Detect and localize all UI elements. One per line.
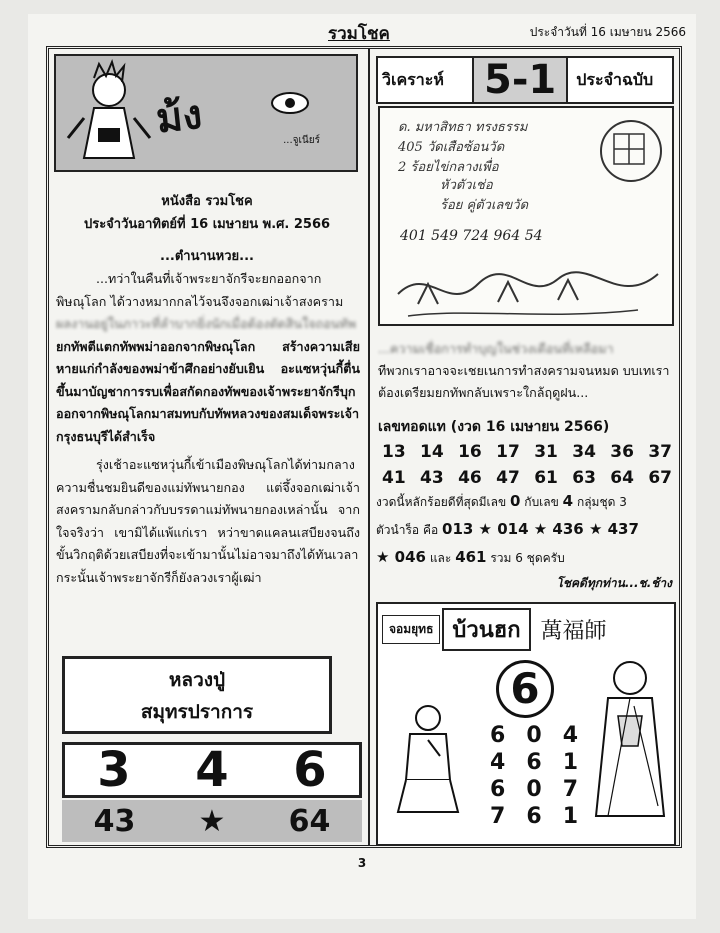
digit: 0 — [526, 723, 542, 748]
number-row — [490, 803, 578, 830]
logo-banner — [54, 54, 358, 172]
pair-number: 34 — [572, 442, 596, 462]
digit: 6 — [526, 750, 542, 775]
info-digit: 0 — [510, 492, 521, 510]
pair-number: 64 — [288, 803, 331, 839]
issue-date: ประจำวันที่ 16 เมษายน 2566 — [529, 25, 686, 39]
masthead — [28, 14, 696, 44]
pair-number: 17 — [496, 442, 520, 462]
scribble-icon — [388, 254, 668, 324]
lead-numbers — [376, 520, 676, 540]
digit: 1 — [562, 750, 578, 775]
right-column — [372, 48, 680, 846]
pair-number: 13 — [382, 442, 406, 462]
banner-subtitle: ...จูเนียร์ — [283, 135, 320, 146]
pair-number: 64 — [610, 468, 634, 488]
number-row — [490, 722, 578, 749]
jom-yut-label: จอมยุทธ — [382, 615, 440, 644]
yantra-icon — [600, 120, 662, 182]
story-paragraph-2: ยกทัพตีแตกทัพพม่าออกจากพิษณุโลก สร้างความเสียหายแก่กำลังของพม่าข้าศึกอย่างยับเยิน อะแซหวุ่นกี้ตื่นขึ้นมาบัญชาการรบเพื่อสกัดกองทัพของเจ้าพระยาจักรีบุกออกจากพิษณุโลกมาสมทบกับทัพหลวงของสมเด็จพระเจ้ากรุงธนบุรีได้สำเร็จ — [56, 338, 360, 444]
cartoon-figure-icon — [64, 58, 154, 168]
newspaper-page — [28, 14, 696, 919]
book-title: หนังสือ รวมโชค — [161, 194, 253, 209]
column-divider — [368, 48, 370, 846]
story-text — [56, 268, 360, 589]
number-row — [490, 749, 578, 776]
luang-pu-pair-numbers — [62, 800, 362, 842]
digit: 0 — [526, 777, 542, 802]
pair-number: 31 — [534, 442, 558, 462]
info-digit: 4 — [562, 492, 574, 510]
info-text: กลุ่มชุด 3 — [576, 495, 627, 509]
left-column — [48, 48, 366, 846]
pair-numbers-row — [382, 468, 672, 488]
info-text: รวม 6 ชุดครับ — [490, 551, 565, 565]
page-number: 3 — [357, 856, 367, 870]
kneeling-man-icon — [388, 700, 468, 818]
right-story — [378, 338, 676, 404]
luang-pu-place: สมุทรปราการ — [140, 701, 254, 723]
handwritten-line: ด. มหาสิทธา ทรงธรรม — [398, 120, 528, 135]
analysis-right-label: ประจำฉบับ — [576, 69, 654, 89]
info-numbers: 013 ★ 014 ★ 436 ★ 437 — [442, 520, 639, 538]
featured-digit: 6 — [496, 660, 554, 718]
main-number: 6 — [293, 742, 327, 798]
legend-title: ...ตำนานหวย... — [160, 249, 254, 264]
monk-icon — [588, 656, 672, 824]
info-text: และ — [429, 551, 452, 565]
right-story-text: ทีพวกเราอาจจะเชยเนการทำสงครามจนหมด บบเทเราต้องเตรียมยกทัพกลับเพราะใกล้ฤดูฝน... — [378, 363, 670, 400]
jom-yut-chinese: 萬福師 — [540, 618, 607, 644]
book-date: ประจำวันอาทิตย์ที่ 16 เมษายน พ.ศ. 2566 — [83, 217, 331, 232]
publication-name: รวมโชค — [328, 24, 390, 44]
number-row — [490, 776, 578, 803]
pair-number: 47 — [496, 468, 520, 488]
star-icon: ★ — [198, 803, 226, 839]
jom-yut-box — [376, 602, 676, 846]
handwritten-line: 2 ร้อยไข่กลางเพื่อ — [398, 160, 499, 175]
pair-number: 14 — [420, 442, 444, 462]
handwritten-line: ร้อย คู่ตัวเลขวัด — [440, 198, 529, 213]
pair-number: 37 — [648, 442, 672, 462]
handwritten-numbers: 401 549 724 964 54 — [400, 228, 543, 244]
luang-pu-box — [62, 656, 332, 734]
pair-number: 41 — [382, 468, 406, 488]
main-number: 4 — [195, 742, 229, 798]
right-story-blurred: ...ความเชื่อการทำบุญในช่วงเดือนที่เหลือมา — [378, 341, 614, 356]
info-numbers: 461 — [455, 548, 487, 566]
handwritten-note — [378, 106, 674, 326]
story-blurred-line: ผลงานอยู่ในภาวะที่ลำบากยิ่งนักเมื่อต้องตัดสินใจถอนทัพ — [56, 316, 357, 331]
info-text: ตัวนำร็อ คือ — [376, 523, 439, 537]
pair-number: 63 — [572, 468, 596, 488]
digit: 6 — [490, 723, 506, 748]
jom-yut-header — [382, 608, 670, 650]
main-number: 3 — [97, 742, 131, 798]
jom-yut-numbers — [490, 722, 578, 830]
story-paragraph-1: ...ทว่าในคืนที่เจ้าพระยาจักรีจะยกออกจากพิษณุโลก ได้วางหมากกลไว้จนจึงจอกเฒ่าเจ้าสงคราม — [56, 271, 344, 309]
story-paragraph-3: รุ่งเช้าอะแซหวุ่นกี้เข้าเมืองพิษณุโลกได้ท่ามกลางความชื่นชมยินดีของแม่ทัพนายกอง แต่จึ้งจอกเฒ่าเจ้าสงครามกลับกล่าวกับบรรดาแม่ทัพนายกองเหล่านั้น จากใจจริงว่า เขามิได้แพ้แก่เรา หว่าขาดแคลนเสบียงจนถึงขั้นวิกฤติด้วยเสบียงที่จะเข้ามานั้นไม่อาจมาถึงได้ทันเวลา กระนั้นเจ้าพระยาจักรีก็ยังลวงเราผู้เฒ่า — [56, 457, 360, 585]
lead-numbers-more — [376, 548, 676, 568]
banner-logo-text: ม้ง — [153, 91, 205, 143]
digit: 1 — [562, 804, 578, 829]
pair-number: 67 — [648, 468, 672, 488]
digit: 7 — [562, 777, 578, 802]
handwritten-line: หัวตัวเช่อ — [440, 178, 493, 193]
pair-number: 43 — [93, 803, 136, 839]
pair-number: 43 — [420, 468, 444, 488]
analysis-numbers: 5-1 — [472, 58, 568, 102]
digit: 7 — [490, 804, 506, 829]
jom-yut-name: บ้วนฮก — [442, 608, 530, 651]
eye-icon — [270, 90, 310, 116]
analysis-header — [376, 56, 674, 104]
hundreds-info — [376, 492, 676, 512]
info-numbers: ★ 046 — [376, 548, 426, 566]
luang-pu-main-numbers — [62, 742, 362, 798]
info-text: งวดนี้หลักร้อยดีที่สุดมีเลข — [376, 495, 507, 509]
digit: 4 — [490, 750, 506, 775]
credit-line: โชคดีทุกท่าน...ช.ช้าง — [556, 576, 672, 590]
pair-number: 61 — [534, 468, 558, 488]
pair-number: 16 — [458, 442, 482, 462]
analysis-label: วิเคราะห์ — [382, 69, 444, 89]
pair-number: 46 — [458, 468, 482, 488]
luang-pu-title: หลวงปู่ — [168, 669, 226, 691]
info-text: กับเลข — [524, 495, 559, 509]
digit: 6 — [490, 777, 506, 802]
pair-numbers-row — [382, 442, 672, 462]
pair-number: 36 — [610, 442, 634, 462]
pair-numbers-title: เลขทอดแท (งวด 16 เมษายน 2566) — [378, 419, 610, 435]
digit: 6 — [526, 804, 542, 829]
handwritten-line: 405 วัดเสือซ้อนวัด — [398, 140, 505, 155]
digit: 4 — [562, 723, 578, 748]
